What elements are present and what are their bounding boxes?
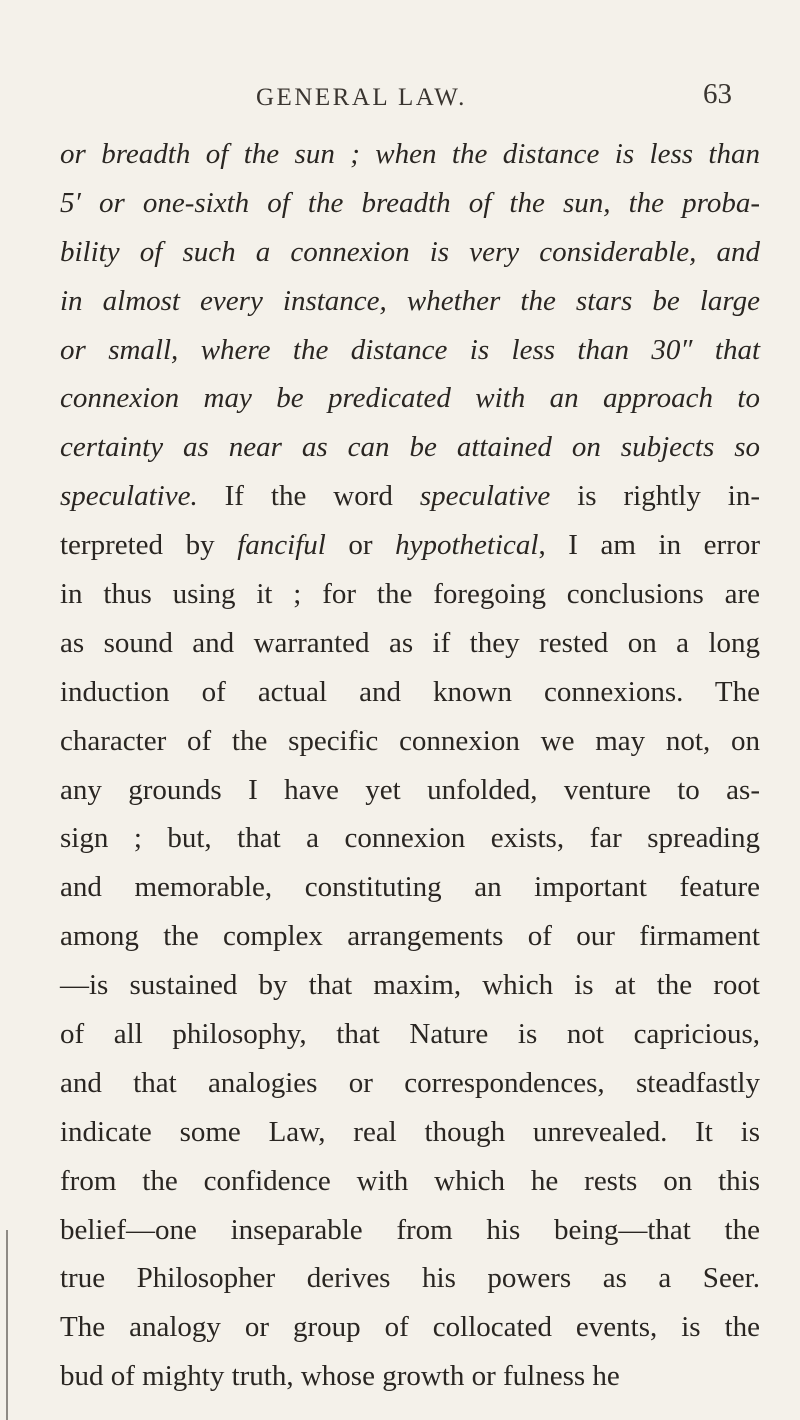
text-segment: true Philosopher derives his powers as a Seer.: [60, 1262, 760, 1295]
text-segment: is rightly in-: [550, 480, 760, 513]
text-segment: belief—one inseparable from his being—that the: [60, 1213, 760, 1246]
text-segment: indicate some Law, real though unrevealed. It is: [60, 1115, 760, 1148]
text-line: [60, 1206, 760, 1255]
text-line: [60, 668, 760, 717]
text-line: [60, 1010, 760, 1059]
italic-segment: 5′ or one-sixth of the breadth of the sun, the proba-: [60, 186, 760, 219]
italic-segment: fanciful: [237, 529, 326, 562]
text-line: [60, 1303, 760, 1352]
italic-segment: hypothetical: [395, 529, 539, 562]
text-line: [60, 619, 760, 668]
text-segment: If the word: [197, 480, 420, 513]
text-line: [60, 326, 760, 375]
text-segment: and memorable, constituting an important feature: [60, 871, 760, 904]
text-line: [60, 570, 760, 619]
text-segment: terpreted by: [60, 529, 238, 562]
text-line: [60, 374, 760, 423]
text-line: [60, 423, 760, 472]
text-line: [60, 1157, 760, 1206]
text-line: [60, 521, 760, 570]
body-paragraph: [60, 130, 760, 1401]
italic-segment: speculative: [419, 480, 551, 513]
page-edge-shadow: [6, 1230, 8, 1420]
italic-segment: bility of such a connexion is very considerable, and: [60, 235, 760, 268]
text-line: [60, 912, 760, 961]
text-line: [60, 1254, 760, 1303]
text-line: [60, 961, 760, 1010]
italic-segment: or small, where the distance is less than 30″ that: [60, 333, 760, 366]
text-segment: in thus using it ; for the foregoing conclusions are: [60, 578, 760, 611]
text-segment: or: [325, 529, 396, 562]
text-segment: The analogy or group of collocated events, is the: [60, 1311, 760, 1344]
text-line: [60, 472, 760, 521]
italic-segment: connexion may be predicated with an approach to: [60, 382, 760, 415]
text-segment: among the complex arrangements of our firmament: [60, 920, 760, 953]
text-line: [60, 179, 760, 228]
text-line: [60, 130, 760, 179]
text-line: [60, 863, 760, 912]
italic-segment: or breadth of the sun ; when the distance is less than: [60, 138, 760, 170]
text-line: [60, 1108, 760, 1157]
text-line: [60, 1352, 760, 1401]
text-segment: any grounds I have yet unfolded, venture to as-: [60, 773, 760, 806]
text-segment: of all philosophy, that Nature is not capricious,: [60, 1018, 760, 1051]
text-line: [60, 717, 760, 766]
italic-segment: speculative.: [60, 480, 198, 513]
text-line: [60, 766, 760, 815]
text-line: [60, 1059, 760, 1108]
text-line: [60, 228, 760, 277]
text-segment: character of the specific connexion we may not, on: [60, 724, 760, 757]
text-segment: induction of actual and known connexions. The: [60, 675, 760, 708]
italic-segment: certainty as near as can be attained on subjects so: [60, 431, 760, 464]
running-head: GENERAL LAW.: [256, 84, 467, 111]
text-segment: sign ; but, that a connexion exists, far spreading: [60, 822, 760, 855]
text-segment: —is sustained by that maxim, which is at the root: [60, 969, 760, 1002]
text-segment: from the confidence with which he rests on this: [60, 1164, 760, 1197]
text-segment: and that analogies or correspondences, steadfastly: [60, 1066, 760, 1099]
text-segment: bud of mighty truth, whose growth or fulness he: [60, 1360, 620, 1393]
text-line: [60, 814, 760, 863]
text-segment: , I am in error: [538, 529, 760, 562]
page-number: 63: [703, 78, 732, 110]
text-line: [60, 277, 760, 326]
text-segment: as sound and warranted as if they rested on a long: [60, 626, 760, 659]
italic-segment: in almost every instance, whether the stars be large: [60, 284, 760, 317]
